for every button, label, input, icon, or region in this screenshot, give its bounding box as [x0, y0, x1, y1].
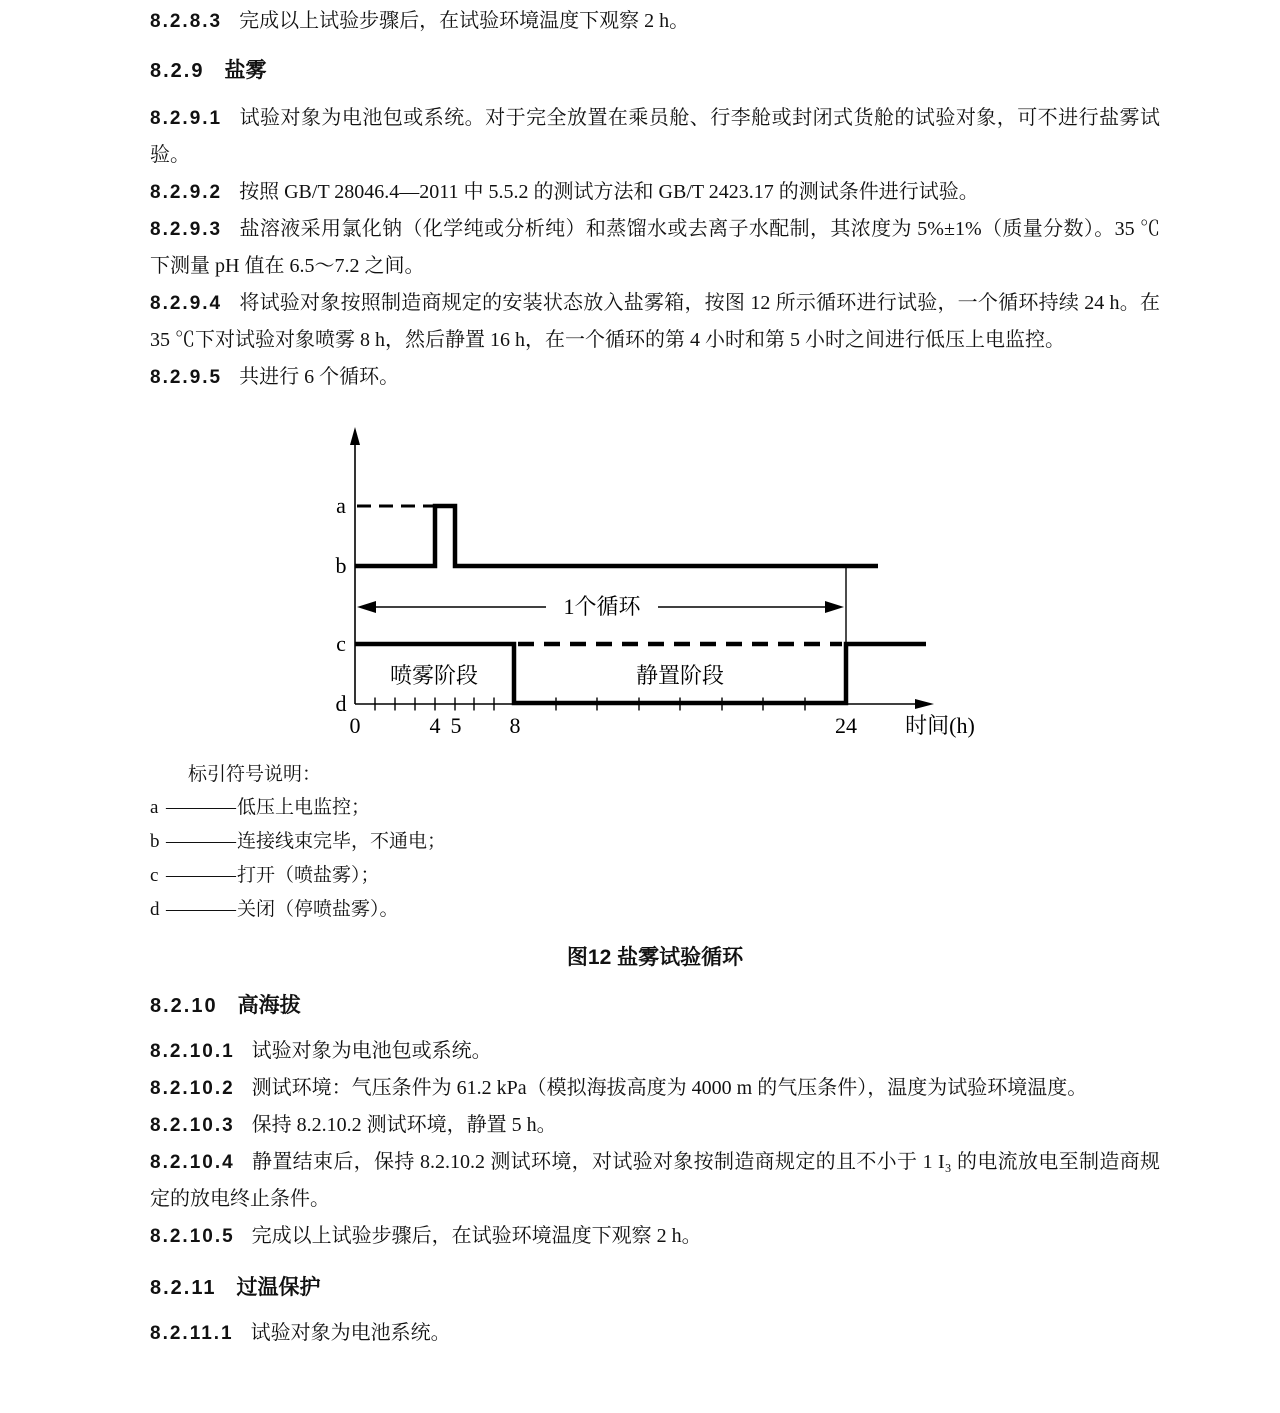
section-title: 高海拔 [237, 994, 301, 1017]
section-number: 8.2.9 [150, 60, 205, 82]
clause-text: 静置结束后，保持 8.2.10.2 测试环境，对试验对象按制造商规定的且不小于 1 I₃ 的电流放电至制造商规定的放电终止条件。 [150, 1151, 1160, 1210]
clause-8-2-9-2 [150, 174, 1160, 211]
legend-dash: ———— [166, 831, 234, 852]
legend-symbol: a [150, 797, 159, 818]
clause-text: 共进行 6 个循环。 [239, 366, 400, 388]
clause-8-2-8-3 [150, 3, 1160, 40]
legend-item-c [150, 859, 1160, 893]
tick-label-5: 5 [450, 713, 462, 738]
level-label-a: a [336, 493, 346, 518]
arrow-left-icon [357, 601, 376, 613]
clause-8-2-10-3 [150, 1107, 1160, 1144]
clause-text: 按照 GB/T 28046.4—2011 中 5.5.2 的测试方法和 GB/T 2423.17 的测试条件进行试验。 [239, 181, 979, 203]
clause-text: 完成以上试验步骤后，在试验环境温度下观察 2 h。 [239, 10, 690, 32]
x-axis-arrow-icon [915, 699, 934, 709]
tick-label-0: 0 [349, 713, 361, 738]
legend-symbol: b [150, 831, 160, 852]
clause-number: 8.2.10.2 [150, 1078, 235, 1099]
tick-label-24: 24 [835, 713, 857, 738]
section-number: 8.2.10 [150, 995, 218, 1017]
rest-phase-label: 静置阶段 [635, 663, 725, 688]
figure-legend [150, 758, 1160, 927]
clause-number: 8.2.11.1 [150, 1323, 234, 1344]
clause-8-2-9-3 [150, 211, 1160, 285]
clause-text: 试验对象为电池包或系统。对于完全放置在乘员舱、行李舱或封闭式货舱的试验对象，可不进行盐雾试验。 [150, 107, 1160, 166]
arrow-right-icon [825, 601, 844, 613]
spray-phase-label: 喷雾阶段 [389, 663, 479, 688]
legend-symbol: d [150, 899, 160, 920]
timing-diagram [328, 424, 1004, 742]
clause-text: 保持 8.2.10.2 测试环境，静置 5 h。 [251, 1114, 557, 1136]
clause-number: 8.2.10.3 [150, 1115, 235, 1136]
clause-text: 将试验对象按照制造商规定的安装状态放入盐雾箱，按图 12 所示循环进行试验，一个循环持续 24 h。在 35 ℃下对试验对象喷雾 8 h，然后静置 16 h，在一个循环的第 4 小时和第 5 小时之间进行低压上电监控。 [150, 292, 1160, 351]
figure-caption: 图12 盐雾试验循环 [566, 946, 744, 969]
clause-8-2-9-4 [150, 285, 1160, 359]
figure-salt-spray-cycle [328, 424, 1004, 742]
clause-text: 盐溶液采用氯化钠（化学纯或分析纯）和蒸馏水或去离子水配制，其浓度为 5%±1%（质量分数）。35 ℃下测量 pH 值在 6.5～7.2 之间。 [150, 218, 1160, 277]
clause-number: 8.2.9.2 [150, 182, 223, 203]
clause-number: 8.2.10.1 [150, 1041, 235, 1062]
legend-dash: ———— [166, 899, 234, 920]
clause-8-2-10-5 [150, 1218, 1160, 1255]
section-title: 过温保护 [236, 1276, 321, 1299]
section-title: 盐雾 [224, 59, 267, 82]
clause-text: 试验对象为电池包或系统。 [251, 1040, 492, 1062]
legend-dash: ———— [166, 797, 234, 818]
cycle-span-arrow [357, 594, 844, 619]
legend-dash: ———— [166, 865, 234, 886]
legend-desc: 连接线束完毕，不通电； [237, 831, 447, 852]
clause-number: 8.2.9.5 [150, 367, 223, 388]
legend-symbol: c [150, 865, 159, 886]
clause-text: 试验对象为电池系统。 [250, 1322, 451, 1344]
y-axis-arrow-icon [350, 427, 360, 445]
clause-8-2-11-1 [150, 1315, 1160, 1352]
clause-8-2-10-4 [150, 1144, 1160, 1218]
level-label-b: b [335, 553, 347, 578]
clause-text: 完成以上试验步骤后，在试验环境温度下观察 2 h。 [251, 1225, 702, 1247]
clause-8-2-9-1 [150, 100, 1160, 174]
legend-item-a [150, 791, 1160, 825]
clause-8-2-10-2 [150, 1070, 1160, 1107]
tick-label-4: 4 [429, 713, 441, 738]
x-axis-label: 时间(h) [905, 713, 975, 738]
legend-item-d [150, 893, 1160, 927]
level-label-d: d [335, 691, 347, 716]
clause-text: 测试环境：气压条件为 61.2 kPa（模拟海拔高度为 4000 m 的气压条件），温度为试验环境温度。 [251, 1077, 1088, 1099]
section-heading-8-2-9 [150, 56, 1160, 86]
clause-number: 8.2.8.3 [150, 11, 223, 32]
clause-number: 8.2.10.5 [150, 1226, 235, 1247]
cycle-label: 1个循环 [563, 594, 641, 619]
legend-title: 标引符号说明： [188, 764, 322, 785]
clause-8-2-9-5 [150, 359, 1160, 396]
clause-number: 8.2.10.4 [150, 1152, 235, 1173]
legend-item-b [150, 825, 1160, 859]
level-label-c: c [336, 631, 346, 656]
clause-number: 8.2.9.4 [150, 293, 223, 314]
section-heading-8-2-11 [150, 1273, 1160, 1303]
clause-number: 8.2.9.3 [150, 219, 223, 240]
legend-desc: 关闭（停喷盐雾）。 [237, 899, 399, 920]
section-number: 8.2.11 [150, 1277, 217, 1299]
clause-8-2-10-1 [150, 1033, 1160, 1070]
section-heading-8-2-10 [150, 991, 1160, 1021]
clause-number: 8.2.9.1 [150, 108, 223, 129]
tick-label-8: 8 [509, 713, 521, 738]
legend-desc: 低压上电监控； [237, 797, 371, 818]
monitoring-signal-waveform [355, 506, 878, 566]
legend-desc: 打开（喷盐雾）； [237, 865, 380, 886]
